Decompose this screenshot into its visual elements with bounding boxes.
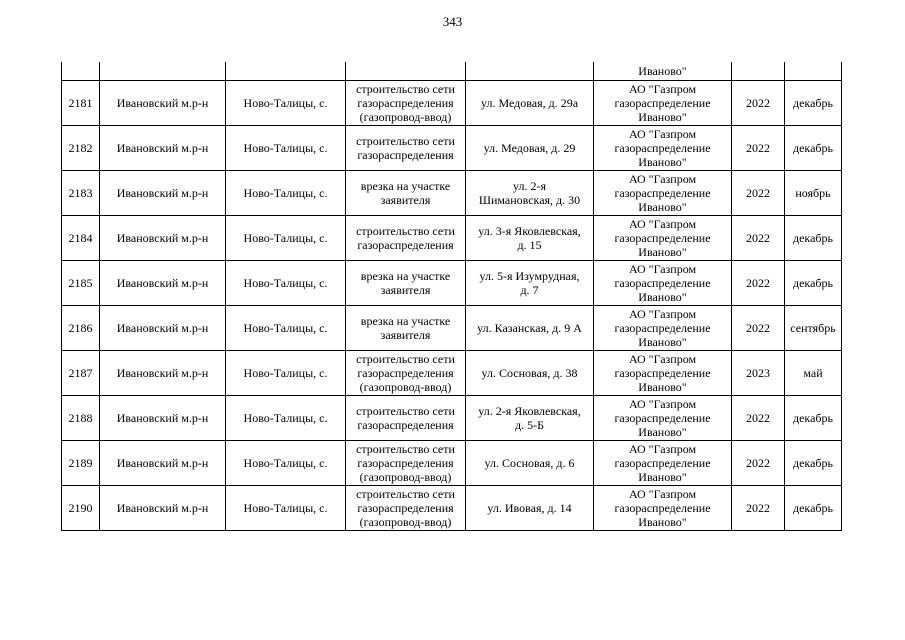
cell-address [466, 81, 594, 126]
cell-month: декабрь [785, 486, 842, 531]
cell-line: АО "Газпром [628, 262, 697, 276]
table-row [62, 171, 842, 216]
cell-district: Ивановский м.р-н [100, 81, 226, 126]
cell-num [62, 62, 100, 81]
cell-work [346, 351, 466, 396]
cell-line: ул. Ивовая, д. 14 [487, 501, 572, 515]
cell-year: 2022 [732, 171, 785, 216]
cell-line: Иваново" [638, 110, 687, 124]
cell-month: декабрь [785, 81, 842, 126]
cell-locality: Ново-Талицы, с. [226, 81, 346, 126]
cell-locality: Ново-Талицы, с. [226, 441, 346, 486]
cell-locality: Ново-Талицы, с. [226, 261, 346, 306]
cell-month [785, 62, 842, 81]
cell-address [466, 216, 594, 261]
table-body [62, 62, 842, 531]
cell-line: газораспределения [357, 96, 454, 110]
table-row [62, 261, 842, 306]
cell-operator [594, 216, 732, 261]
cell-line: Иваново" [638, 380, 687, 394]
cell-address [466, 126, 594, 171]
cell-line: АО "Газпром [628, 352, 697, 366]
cell-line: газораспределение [614, 501, 711, 515]
cell-line: врезка на участке [360, 314, 451, 328]
cell-locality: Ново-Талицы, с. [226, 171, 346, 216]
cell-num: 2188 [62, 396, 100, 441]
cell-line: газораспределение [614, 276, 711, 290]
cell-line: Иваново" [638, 155, 687, 169]
cell-line: строительство сети [356, 404, 455, 418]
cell-operator [594, 306, 732, 351]
continued-row [62, 62, 842, 81]
cell-address [466, 171, 594, 216]
cell-locality: Ново-Талицы, с. [226, 396, 346, 441]
cell-line: АО "Газпром [628, 217, 697, 231]
cell-work [346, 126, 466, 171]
cell-district: Ивановский м.р-н [100, 396, 226, 441]
cell-operator [594, 261, 732, 306]
cell-district: Ивановский м.р-н [100, 126, 226, 171]
cell-year: 2022 [732, 306, 785, 351]
cell-line: ул. Казанская, д. 9 А [477, 321, 582, 335]
cell-locality: Ново-Талицы, с. [226, 486, 346, 531]
cell-line: заявителя [380, 283, 431, 297]
table-row [62, 441, 842, 486]
cell-line: Иваново" [638, 470, 687, 484]
cell-line: газораспределение [614, 186, 711, 200]
cell-locality: Ново-Талицы, с. [226, 306, 346, 351]
cell-line: Иваново" [638, 245, 687, 259]
cell-line: АО "Газпром [628, 82, 697, 96]
cell-num: 2183 [62, 171, 100, 216]
cell-work [346, 62, 466, 81]
cell-line: газораспределение [614, 366, 711, 380]
cell-address [466, 306, 594, 351]
cell-operator [594, 81, 732, 126]
gasification-table [61, 62, 842, 531]
cell-work [346, 306, 466, 351]
cell-year: 2022 [732, 486, 785, 531]
cell-district: Ивановский м.р-н [100, 486, 226, 531]
cell-locality [226, 62, 346, 81]
cell-line: д. 15 [517, 238, 542, 252]
cell-num: 2182 [62, 126, 100, 171]
cell-line: газораспределение [614, 96, 711, 110]
cell-line: ул. Сосновая, д. 6 [484, 456, 575, 470]
cell-line: врезка на участке [360, 269, 451, 283]
cell-line: ул. 5-я Изумрудная, [479, 269, 580, 283]
cell-line: газораспределения [357, 418, 454, 432]
cell-line: д. 7 [520, 283, 539, 297]
cell-line: д. 5-Б [515, 418, 544, 432]
cell-year: 2022 [732, 126, 785, 171]
cell-line: строительство сети [356, 487, 455, 501]
cell-line: врезка на участке [360, 179, 451, 193]
cell-operator [594, 351, 732, 396]
cell-line: ул. Сосновая, д. 38 [481, 366, 578, 380]
cell-num: 2184 [62, 216, 100, 261]
cell-month: сентябрь [785, 306, 842, 351]
cell-num: 2185 [62, 261, 100, 306]
cell-address [466, 261, 594, 306]
cell-operator [594, 486, 732, 531]
cell-num: 2186 [62, 306, 100, 351]
cell-line: газораспределения [357, 366, 454, 380]
cell-line: строительство сети [356, 352, 455, 366]
table-row [62, 351, 842, 396]
cell-month: май [785, 351, 842, 396]
cell-operator: Иваново" [594, 62, 732, 81]
cell-line: газораспределения [357, 238, 454, 252]
cell-line: строительство сети [356, 82, 455, 96]
cell-work [346, 396, 466, 441]
cell-line: газораспределения [357, 501, 454, 515]
cell-address [466, 486, 594, 531]
table-row [62, 216, 842, 261]
cell-month: ноябрь [785, 171, 842, 216]
cell-month: декабрь [785, 261, 842, 306]
cell-address [466, 351, 594, 396]
cell-line: Шимановская, д. 30 [478, 193, 581, 207]
cell-line: (газопровод-ввод) [359, 470, 452, 484]
cell-line: Иваново" [638, 335, 687, 349]
cell-num: 2189 [62, 441, 100, 486]
cell-address [466, 62, 594, 81]
cell-year: 2022 [732, 441, 785, 486]
cell-district: Ивановский м.р-н [100, 171, 226, 216]
cell-line: ул. 3-я Яковлевская, [478, 224, 581, 238]
cell-line: ул. Медовая, д. 29 [483, 141, 576, 155]
cell-work [346, 441, 466, 486]
table-row [62, 306, 842, 351]
cell-district: Ивановский м.р-н [100, 306, 226, 351]
cell-work [346, 261, 466, 306]
cell-line: газораспределение [614, 231, 711, 245]
cell-work [346, 81, 466, 126]
cell-operator [594, 441, 732, 486]
cell-work [346, 171, 466, 216]
cell-locality: Ново-Талицы, с. [226, 216, 346, 261]
cell-operator [594, 171, 732, 216]
cell-line: газораспределение [614, 411, 711, 425]
table-row [62, 81, 842, 126]
cell-line: строительство сети [356, 134, 455, 148]
table-row [62, 396, 842, 441]
cell-line: строительство сети [356, 442, 455, 456]
cell-line: Иваново" [638, 515, 687, 529]
cell-line: строительство сети [356, 224, 455, 238]
cell-address [466, 441, 594, 486]
cell-line: (газопровод-ввод) [359, 380, 452, 394]
cell-month: декабрь [785, 126, 842, 171]
cell-line: ул. 2-я Яковлевская, [478, 404, 581, 418]
cell-locality: Ново-Талицы, с. [226, 351, 346, 396]
cell-line: газораспределение [614, 321, 711, 335]
cell-line: заявителя [380, 193, 431, 207]
cell-line: Иваново" [638, 290, 687, 304]
cell-line: ул. Медовая, д. 29а [480, 96, 579, 110]
cell-year: 2022 [732, 396, 785, 441]
cell-work [346, 216, 466, 261]
cell-line: газораспределение [614, 456, 711, 470]
cell-district: Ивановский м.р-н [100, 441, 226, 486]
cell-line: (газопровод-ввод) [359, 515, 452, 529]
cell-district: Ивановский м.р-н [100, 216, 226, 261]
cell-month: декабрь [785, 441, 842, 486]
cell-year [732, 62, 785, 81]
cell-line: газораспределения [357, 456, 454, 470]
page-number: 343 [442, 14, 463, 29]
cell-district: Ивановский м.р-н [100, 351, 226, 396]
cell-district: Ивановский м.р-н [100, 261, 226, 306]
cell-year: 2022 [732, 81, 785, 126]
cell-line: АО "Газпром [628, 487, 697, 501]
cell-line: заявителя [380, 328, 431, 342]
cell-num: 2190 [62, 486, 100, 531]
cell-line: Иваново" [638, 200, 687, 214]
cell-line: АО "Газпром [628, 172, 697, 186]
cell-operator [594, 396, 732, 441]
cell-locality: Ново-Талицы, с. [226, 126, 346, 171]
cell-month: декабрь [785, 216, 842, 261]
cell-address [466, 396, 594, 441]
cell-num: 2187 [62, 351, 100, 396]
cell-work [346, 486, 466, 531]
cell-line: АО "Газпром [628, 307, 697, 321]
table-row [62, 486, 842, 531]
cell-line: Иваново" [638, 425, 687, 439]
cell-year: 2022 [732, 261, 785, 306]
cell-num: 2181 [62, 81, 100, 126]
table-row [62, 126, 842, 171]
cell-month: декабрь [785, 396, 842, 441]
cell-line: газораспределение [614, 141, 711, 155]
cell-line: АО "Газпром [628, 397, 697, 411]
cell-line: АО "Газпром [628, 442, 697, 456]
cell-year: 2022 [732, 216, 785, 261]
cell-line: (газопровод-ввод) [359, 110, 452, 124]
cell-year: 2023 [732, 351, 785, 396]
cell-line: АО "Газпром [628, 127, 697, 141]
cell-operator [594, 126, 732, 171]
cell-line: ул. 2-я [513, 179, 546, 193]
cell-line: газораспределения [357, 148, 454, 162]
cell-district [100, 62, 226, 81]
